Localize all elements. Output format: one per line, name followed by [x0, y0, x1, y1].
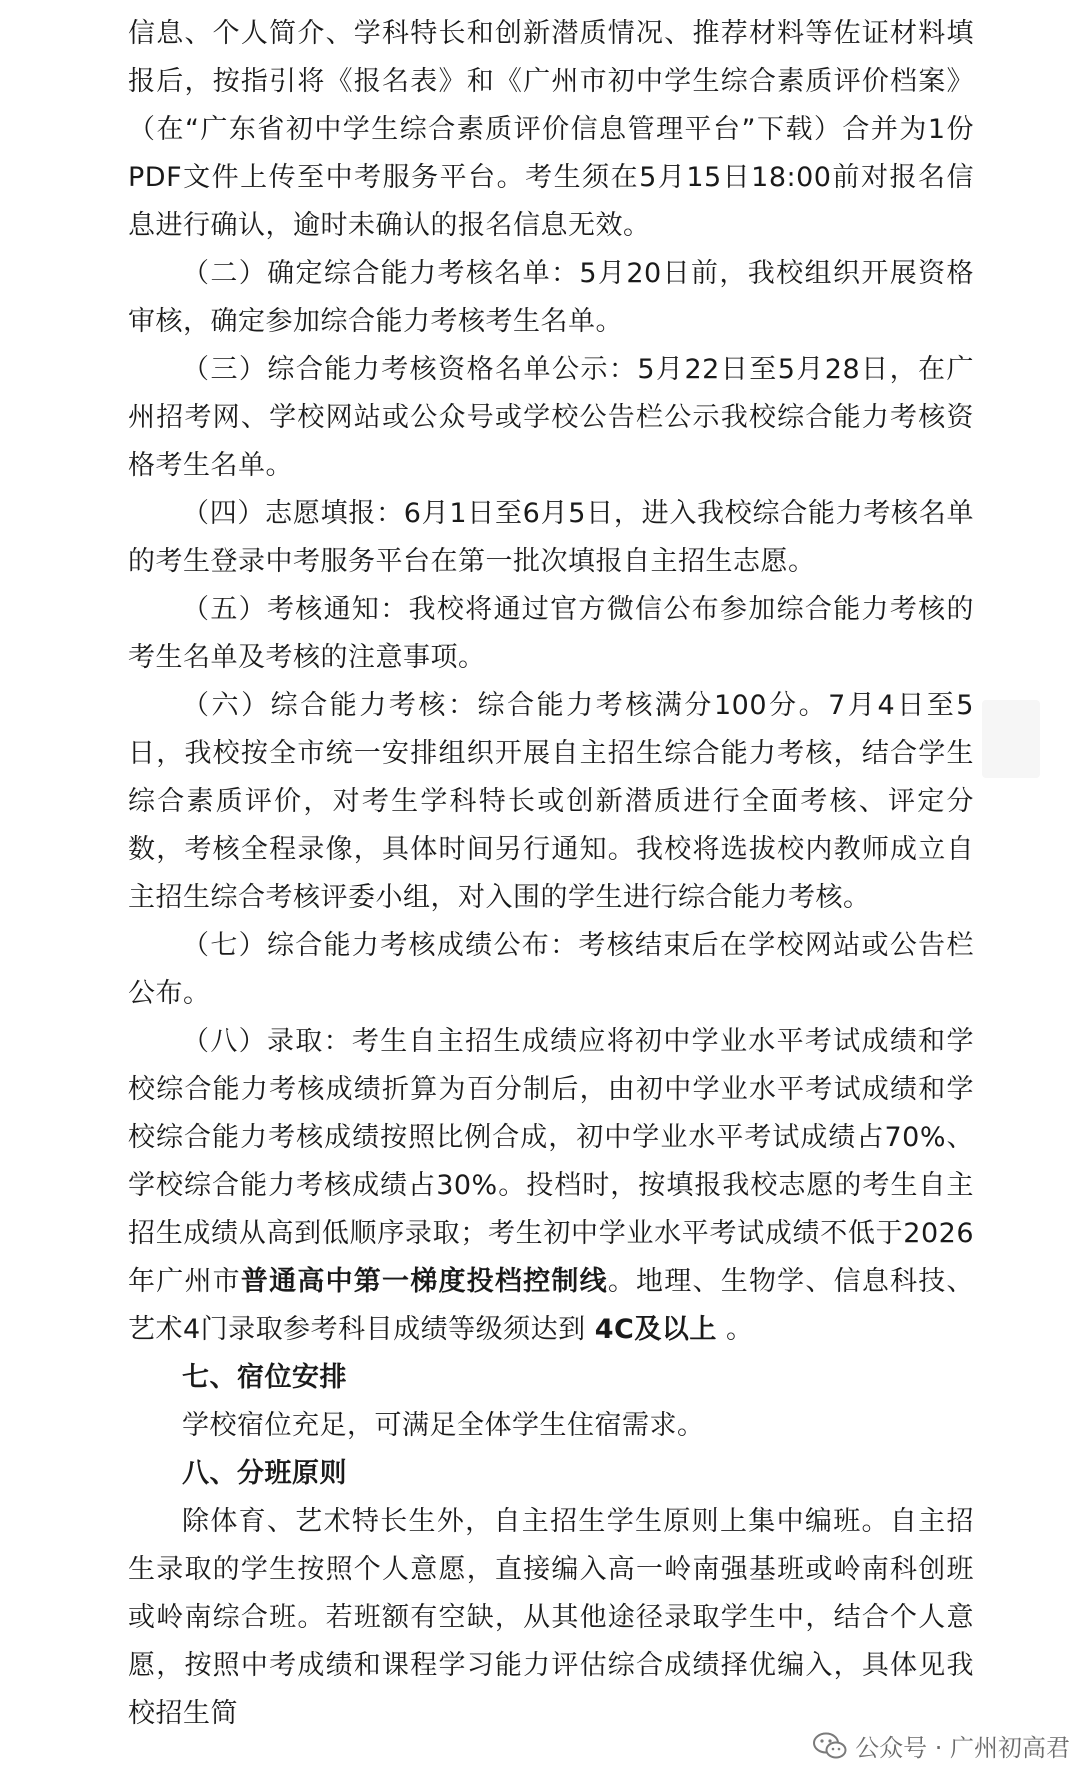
section-heading-dormitory: 七、宿位安排: [182, 1362, 347, 1393]
paragraph-class-placement: 除体育、艺术特长生外，自主招生学生原则上集中编班。自主招生录取的学生按照个人意愿，直接编入高一岭南强基班或岭南科创班或岭南综合班。若班额有空缺，从其他途径录取学生中，结合个人意愿，按照中考成绩和课程学习能力评估综合成绩择优编入，具体见我校招生简: [128, 1506, 974, 1729]
paragraph-score-publication: （七）综合能力考核成绩公布：考核结束后在学校网站或公告栏公布。: [128, 930, 974, 1009]
wechat-icon: [813, 1732, 847, 1760]
document-body: [128, 10, 974, 1738]
paragraph-admission: [128, 1018, 974, 1354]
paragraph-ability-assessment: （六）综合能力考核：综合能力考核满分100分。7月4日至5日，我校按全市统一安排组织开展自主招生综合能力考核，结合学生综合素质评价，对考生学科特长或创新潜质进行全面考核、评定分数，考核全程录像，具体时间另行通知。我校将选拔校内教师成立自主招生综合考核评委小组，对入围的学生进行综合能力考核。: [128, 690, 974, 913]
scan-artifact: [982, 700, 1040, 778]
paragraph-registration: 信息、个人简介、学科特长和创新潜质情况、推荐材料等佐证材料填报后，按指引将《报名表》和《广州市初中学生综合素质评价档案》（在“广东省初中学生综合素质评价信息管理平台”下载）合并为1份PDF文件上传至中考服务平台。考生须在5月15日18:00前对报名信息进行确认，逾时未确认的报名信息无效。: [128, 18, 974, 241]
watermark: [813, 1728, 1070, 1763]
paragraph-dormitory: 学校宿位充足，可满足全体学生住宿需求。: [182, 1410, 705, 1441]
admission-text-1: （八）录取：考生自主招生成绩应将初中学业水平考试成绩和学校综合能力考核成绩折算为百分制后，由初中学业水平考试成绩和学校综合能力考核成绩按照比例合成，初中学业水平考试成绩占70%、学校综合能力考核成绩占30%。投档时，按填报我校志愿的考生自主招生成绩从高到低顺序录取；考生初中学业水平考试成绩不低于2026年广州市: [128, 1026, 974, 1297]
paragraph-list-publicity: （三）综合能力考核资格名单公示：5月22日至5月28日，在广州招考网、学校网站或公众号或学校公告栏公示我校综合能力考核资格考生名单。: [128, 354, 974, 481]
section-heading-class-placement: 八、分班原则: [182, 1458, 347, 1489]
admission-text-2: 。地理、生物学、信息科技、艺术4门录取参考科目成绩等级须达到: [128, 1266, 975, 1345]
paragraph-assessment-notice: （五）考核通知：我校将通过官方微信公布参加综合能力考核的考生名单及考核的注意事项。: [128, 594, 974, 673]
watermark-text: 公众号 · 广州初高君: [855, 1734, 1070, 1762]
paragraph-qualification-review: （二）确定综合能力考核名单：5月20日前，我校组织开展资格审核，确定参加综合能力考核考生名单。: [128, 258, 974, 337]
admission-control-line: 普通高中第一梯度投档控制线: [240, 1266, 608, 1297]
admission-grade-requirement: 4C及以上: [594, 1314, 717, 1345]
admission-text-3: 。: [716, 1314, 754, 1345]
paragraph-application-filling: （四）志愿填报：6月1日至6月5日，进入我校综合能力考核名单的考生登录中考服务平台在第一批次填报自主招生志愿。: [128, 498, 974, 577]
